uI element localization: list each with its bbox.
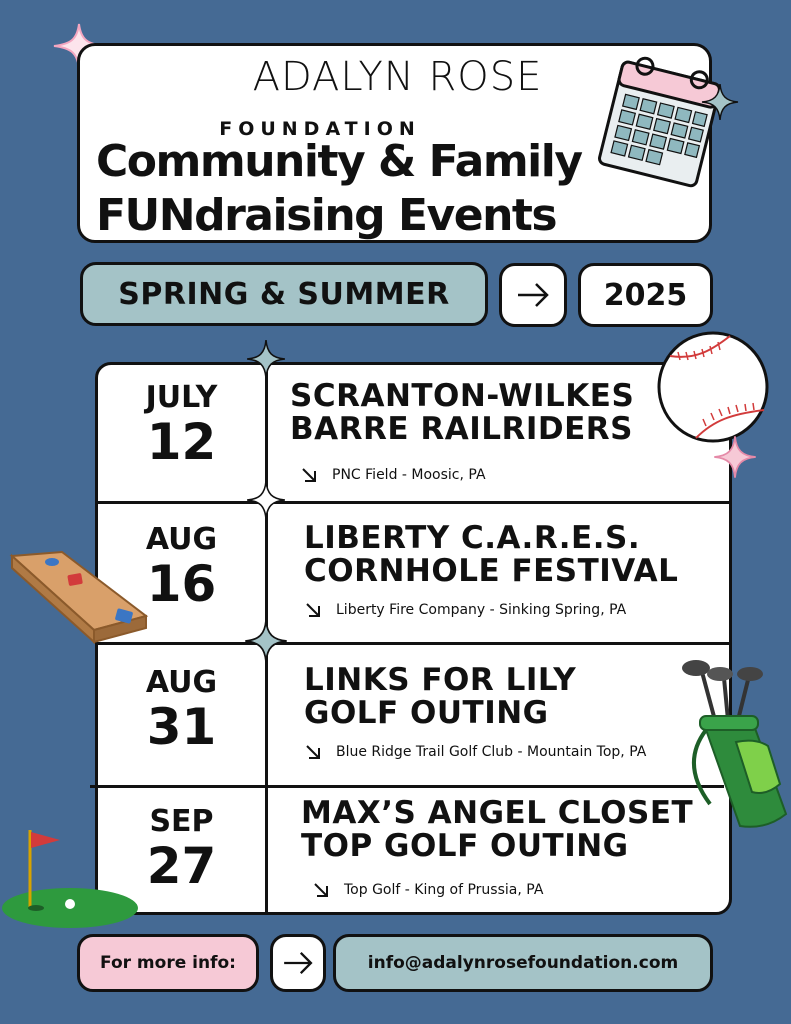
baseball-icon: [656, 330, 770, 444]
org-name: ADALYN ROSE: [252, 54, 543, 100]
row-divider: [98, 501, 732, 504]
info-label: For more info:: [77, 934, 259, 992]
arrow-right-icon: [499, 263, 567, 327]
event-month: SEP: [149, 804, 214, 839]
event-title: LINKS FOR LILY GOLF OUTING: [304, 662, 577, 732]
season-year: 2025: [578, 263, 713, 327]
sparkle-icon: [243, 618, 289, 664]
cornhole-board-icon: [8, 548, 150, 648]
event-location: PNC Field - Moosic, PA: [300, 466, 486, 484]
event-location: Top Golf - King of Prussia, PA: [312, 881, 543, 899]
putting-green-icon: [0, 826, 142, 932]
row-divider: [90, 785, 724, 788]
arrow-down-right-icon: [312, 881, 330, 899]
event-title: LIBERTY C.A.R.E.S. CORNHOLE FESTIVAL: [304, 520, 679, 590]
sparkle-icon: [245, 338, 287, 380]
arrow-right-icon: [270, 934, 326, 992]
event-location: Blue Ridge Trail Golf Club - Mountain Top, PA: [304, 743, 646, 761]
event-day: 27: [146, 837, 217, 895]
sparkle-icon: [245, 479, 287, 521]
golf-bag-icon: [676, 654, 791, 834]
calendar-icon: [592, 50, 732, 195]
page-title-line1: Community & Family: [96, 136, 582, 187]
arrow-down-right-icon: [300, 466, 318, 484]
row-divider: [98, 642, 732, 645]
arrow-down-right-icon: [304, 743, 322, 761]
page-title-line2: FUNdraising Events: [96, 190, 557, 241]
event-month: AUG: [145, 665, 218, 700]
sparkle-icon: [712, 434, 758, 480]
event-location: Liberty Fire Company - Sinking Spring, PA: [304, 601, 626, 619]
email-link[interactable]: info@adalynrosefoundation.com: [333, 934, 713, 992]
event-day: 16: [146, 555, 217, 613]
event-day: 12: [146, 413, 217, 471]
event-month: JULY: [145, 380, 218, 415]
event-title: SCRANTON-WILKES BARRE RAILRIDERS: [290, 378, 635, 448]
arrow-down-right-icon: [304, 601, 322, 619]
org-subtitle: FOUNDATION: [219, 118, 421, 140]
season-label: SPRING & SUMMER: [80, 262, 488, 326]
events-table: [95, 362, 732, 915]
event-month: AUG: [145, 522, 218, 557]
sparkle-icon: [700, 82, 740, 122]
event-title: MAX’S ANGEL CLOSET TOP GOLF OUTING: [301, 795, 694, 865]
event-day: 31: [146, 698, 217, 756]
